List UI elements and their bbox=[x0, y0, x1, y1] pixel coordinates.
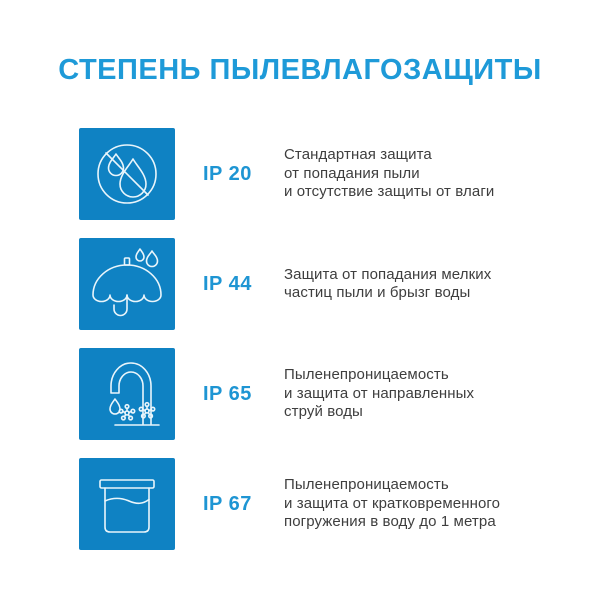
description-line: и защита от направленных bbox=[284, 384, 475, 402]
icon-tile bbox=[79, 128, 175, 220]
description-line: Пыленепроницаемость bbox=[284, 476, 449, 494]
umbrella-icon bbox=[79, 238, 175, 330]
valve-handle bbox=[119, 405, 134, 420]
no-water-drops-icon bbox=[79, 128, 175, 220]
description-line: струй воды bbox=[284, 403, 363, 421]
description-line: Защита от попадания мелких bbox=[284, 265, 492, 283]
ip-description bbox=[284, 476, 500, 532]
ip-row-20 bbox=[79, 128, 500, 220]
description-line: и отсутствие защиты от влаги bbox=[284, 183, 495, 201]
ip-rating-label: IP 44 bbox=[203, 272, 252, 295]
ip-rating-label: IP 67 bbox=[203, 492, 252, 515]
description-line: Стандартная защита bbox=[284, 146, 432, 164]
ip-rating-label: IP 65 bbox=[203, 382, 252, 405]
ip-rows bbox=[79, 128, 500, 568]
ip-description bbox=[284, 266, 491, 303]
page-title: СТЕПЕНЬ ПЫЛЕВЛАГОЗАЩИТЫ bbox=[58, 54, 542, 86]
description-line: Пыленепроницаемость bbox=[284, 366, 449, 384]
immersion-container-icon bbox=[79, 458, 175, 550]
valve-handle bbox=[139, 403, 154, 418]
ip-rating-label: IP 20 bbox=[203, 162, 252, 185]
ip-description bbox=[284, 366, 474, 422]
ip-row-44 bbox=[79, 238, 500, 330]
description-line: от попадания пыли bbox=[284, 164, 420, 182]
icon-tile bbox=[79, 348, 175, 440]
ip-description bbox=[284, 146, 494, 202]
description-line: погружения в воду до 1 метра bbox=[284, 513, 496, 531]
faucet-icon bbox=[79, 348, 175, 440]
ip-row-65 bbox=[79, 348, 500, 440]
icon-tile bbox=[79, 238, 175, 330]
description-line: и защита от кратковременного bbox=[284, 494, 501, 512]
description-line: частиц пыли и брызг воды bbox=[284, 284, 471, 301]
icon-tile bbox=[79, 458, 175, 550]
ip-row-67 bbox=[79, 458, 500, 550]
